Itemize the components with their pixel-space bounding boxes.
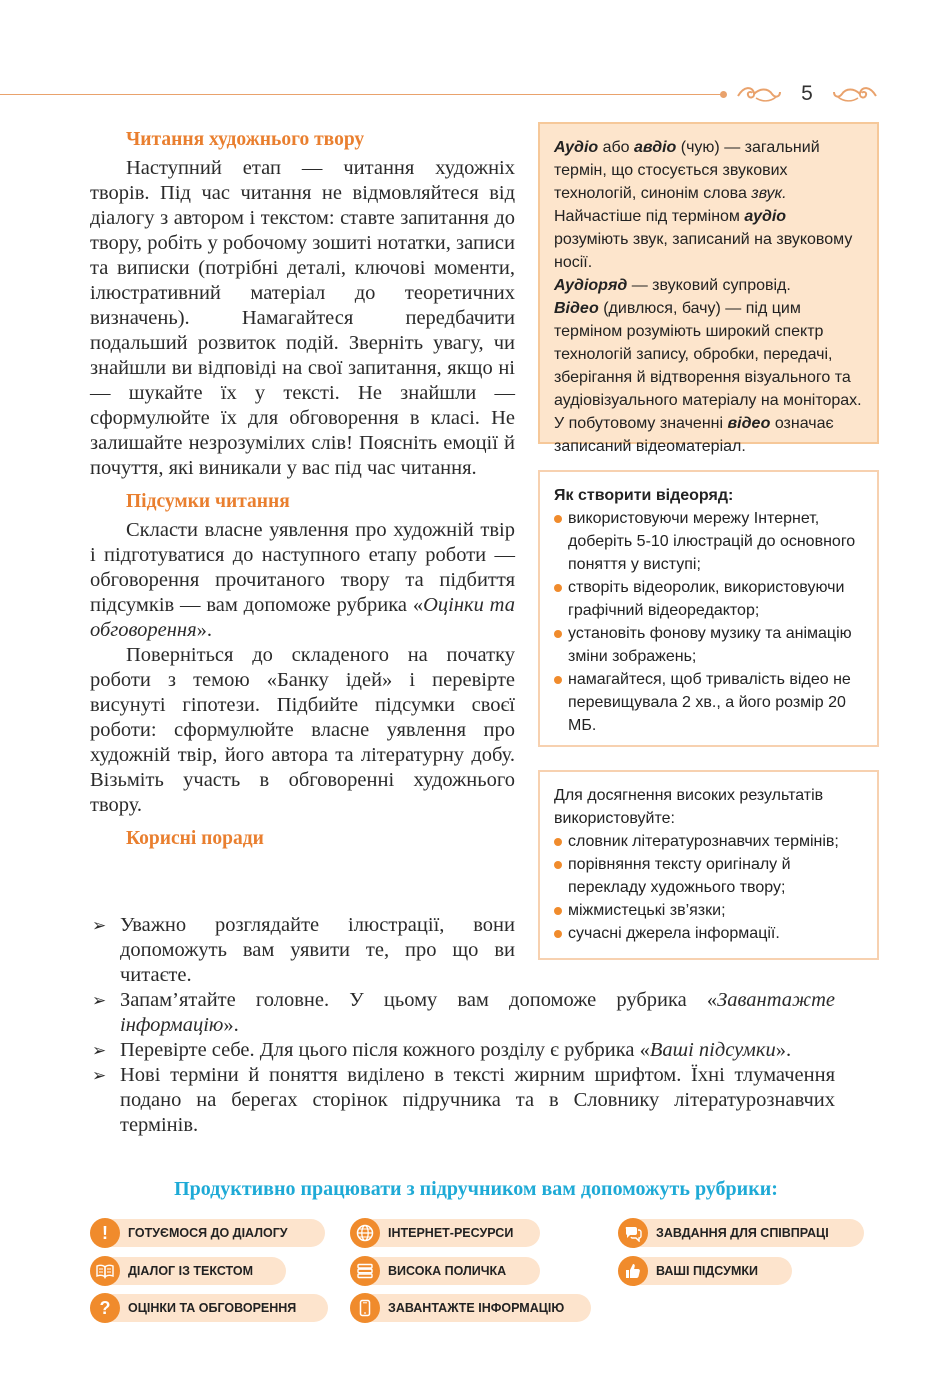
rubric-your-results: ВАШІ ПІДСУМКИ: [618, 1257, 792, 1285]
arrow-bullet-icon: ➢: [92, 1066, 107, 1085]
open-book-icon: [90, 1256, 120, 1286]
exclamation-icon: !: [90, 1218, 120, 1248]
rubric-internet-resources: ІНТЕРНЕТ-РЕСУРСИ: [350, 1219, 540, 1247]
main-text-column: [90, 127, 515, 852]
tips-heading: Корисні поради: [126, 828, 264, 849]
howto-box: [538, 470, 879, 747]
arrow-bullet-icon: ➢: [92, 991, 107, 1010]
rubric-prepare-dialog: ! ГОТУЄМОСЯ ДО ДІАЛОГУ: [90, 1219, 325, 1247]
tip-item: ➢ Запам’ятайте головне. У цьому вам допоможе рубрика «Завантажте інформацію».: [92, 989, 835, 1036]
list-item: порівняння тексту оригіналу й перекладу художнього твору;: [554, 853, 863, 899]
left-ornament-icon: [736, 82, 782, 106]
rubric-download-information: ЗАВАНТАЖТЕ ІНФОРМАЦІЮ: [350, 1294, 591, 1322]
summary-paragraph-2: Поверніться до складеного на початку роботи з темою «Банку ідей» і перевірте висунуті гіпотези. Підбийте підсумки своєї роботи: сформулюйте власне уявлення про художній твір, його автора та літературну добу. Візьміть участь в обговоренні художнього твору.: [90, 644, 515, 816]
header-rule-dot: [720, 91, 727, 98]
reading-heading: Читання художнього твору: [126, 129, 365, 150]
rubric-assessment-discussion: ? ОЦІНКИ ТА ОБГОВОРЕННЯ: [90, 1294, 328, 1322]
list-item: намагайтеся, щоб тривалість відео не перевищувала 2 хв., а його розмір 20 МБ.: [554, 668, 863, 737]
tip-item: ➢ Перевірте себе. Для цього після кожного розділу є рубрика «Ваші підсумки».: [92, 1039, 792, 1061]
arrow-bullet-icon: ➢: [92, 1041, 107, 1060]
list-item: установіть фонову музику та анімацію зміни зображень;: [554, 622, 863, 668]
list-item: міжмистецькі зв’язки;: [554, 899, 863, 922]
phone-icon: [350, 1293, 380, 1323]
question-icon: ?: [90, 1293, 120, 1323]
list-item: створіть відеоролик, використовуючи графічний відеоредактор;: [554, 576, 863, 622]
list-item: використовуючи мережу Інтернет, доберіть 5-10 ілюстрацій до основного поняття у виступі;: [554, 507, 863, 576]
list-item: словник літературознавчих термінів;: [554, 830, 863, 853]
rubrics-title: Продуктивно працювати з підручником вам допоможуть рубрики:: [174, 1178, 778, 1200]
rubric-dialog-with-text: ДІАЛОГ ІЗ ТЕКСТОМ: [90, 1257, 286, 1285]
header-rule: [0, 94, 724, 95]
rubric-high-shelf: ВИСОКА ПОЛИЧКА: [350, 1257, 540, 1285]
right-ornament-icon: [832, 82, 878, 106]
chat-bubbles-icon: [618, 1218, 648, 1248]
glossary-box: Аудіо або авдіо (чую) — загальний термін, що стосується звукових технологій, синонім слова звук. Найчастіше під терміном аудіо розуміють звук, записаний на звуковому носії. Аудіоряд — звуковий супровід. Відео (дивлюся, бачу) — під цим терміном розуміють широкий спектр технологій запису, обробки, передачі, зберігання й відтворення візуального та аудіовізуального матеріалу на моніторах. У побутовому значенні відео означає записаний відеоматеріал.: [538, 122, 879, 444]
globe-icon: [350, 1218, 380, 1248]
summary-paragraph-1: Скласти власне уявлення про художній твір і підготуватися до наступного етапу роботи — обговорення прочитаного твору та підбиття підсумків — вам допоможе рубрика «Оцінки та обговорення».: [90, 519, 515, 641]
howto-title: Як створити відеоряд:: [554, 487, 734, 504]
reading-paragraph: Наступний етап — читання художніх творів. Під час читання не відмовляйтеся від діалогу з автором і текстом: ставте запитання до твору, робіть у робочому зошиті нотатки, записи та виписки (потрібні деталі, ключові моменти, ілюстративний матеріал до теоретичних визначень). Намагайтеся передбачити подальший розвиток подій. Зверніть увагу, чи знайшли ви відповіді на свої запитання, якщо ні — шукайте їх у тексті. Не знайшли — сформулюйте їх для обговорення в класі. Не залишайте незрозумілих слів! Поясніть емоції й почуття, які виникали у вас під час читання.: [90, 157, 515, 479]
results-intro: Для досягнення високих результатів використовуйте:: [554, 787, 824, 827]
tip-item: ➢ Нові терміни й поняття виділено в тексті жирним шрифтом. Їхні тлумачення подано на берегах сторінок підручника та в Словнику літературознавчих термінів.: [92, 1064, 835, 1136]
arrow-bullet-icon: ➢: [92, 916, 107, 935]
results-box: [538, 770, 879, 960]
summary-heading: Підсумки читання: [126, 491, 290, 512]
books-stack-icon: [350, 1256, 380, 1286]
tip-item: ➢ Уважно розглядайте ілюстрації, вони допоможуть вам уявити те, про що ви читаєте.: [92, 914, 515, 986]
thumbs-up-icon: [618, 1256, 648, 1286]
rubric-collaboration-tasks: ЗАВДАННЯ ДЛЯ СПІВПРАЦІ: [618, 1219, 864, 1247]
page-number: 5: [801, 82, 813, 105]
list-item: сучасні джерела інформації.: [554, 922, 863, 945]
